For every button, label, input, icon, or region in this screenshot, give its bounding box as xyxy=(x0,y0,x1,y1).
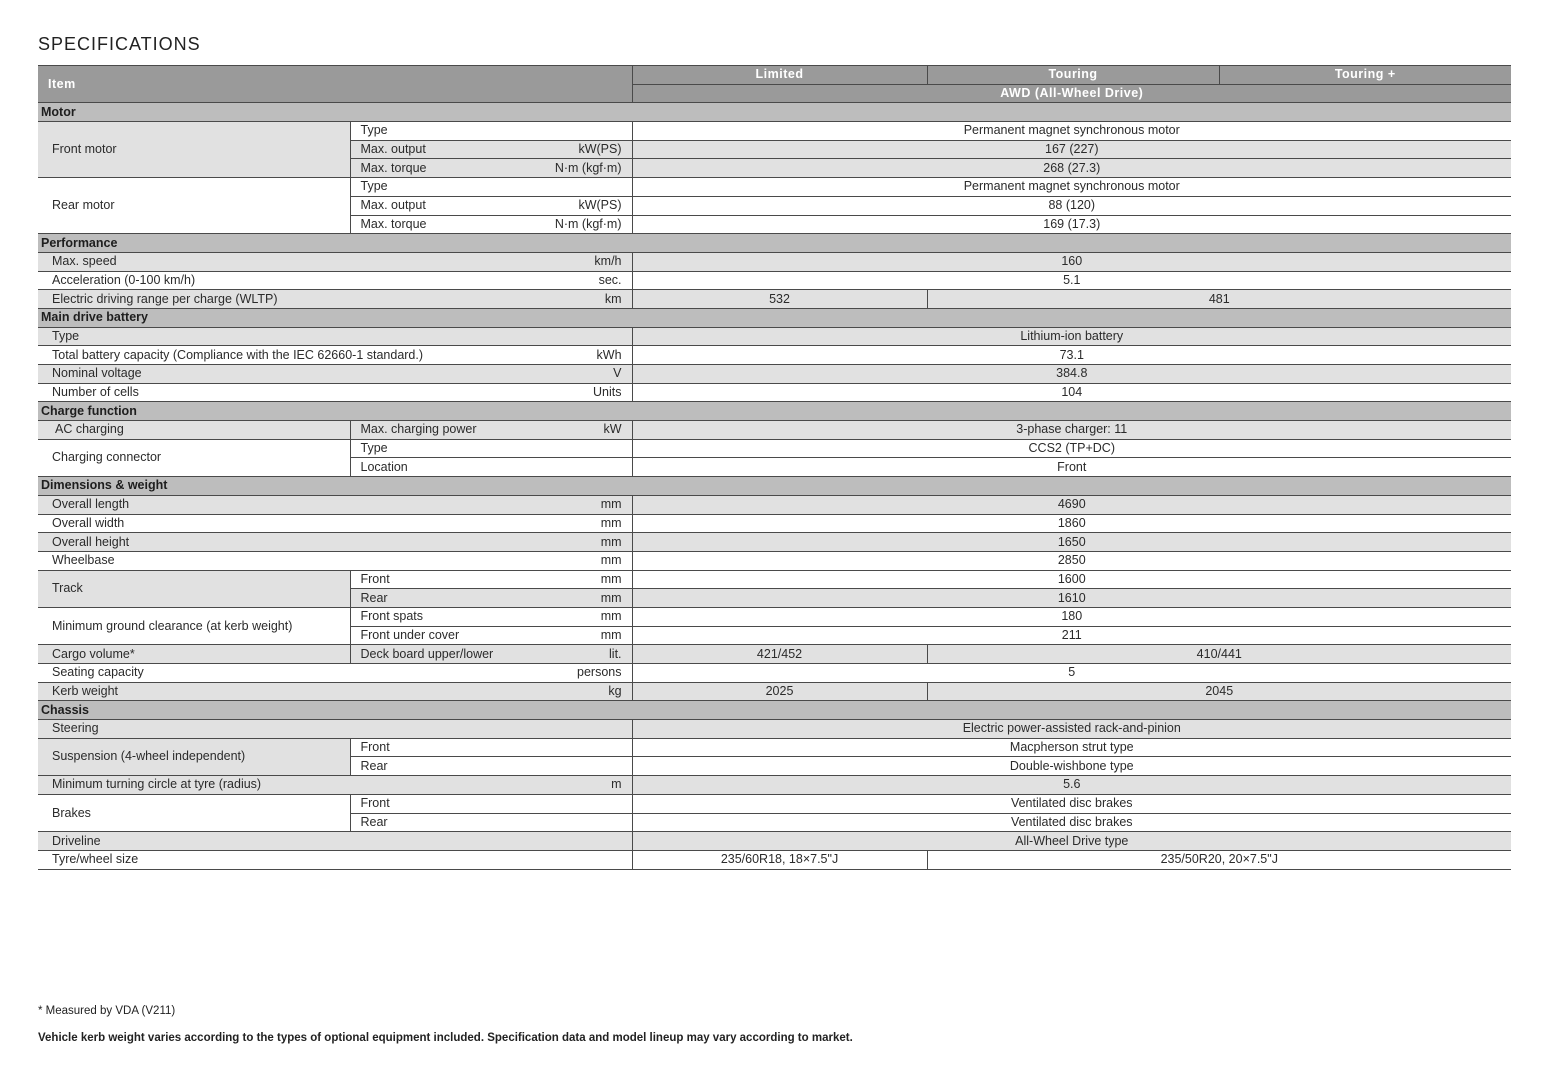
row-label: Suspension (4-wheel independent) xyxy=(38,738,350,775)
unit: mm xyxy=(600,515,622,530)
cell-value-limited: 532 xyxy=(632,290,927,309)
table-row xyxy=(38,122,1511,141)
unit: mm xyxy=(600,571,622,586)
section-row xyxy=(38,308,1511,327)
section-charge: Charge function xyxy=(38,402,1511,421)
unit: kW xyxy=(603,422,622,437)
table-row xyxy=(38,514,1511,533)
sub-label: Max. output kW(PS) xyxy=(350,140,632,159)
cell-value: 180 xyxy=(632,607,1511,626)
table-row xyxy=(38,365,1511,384)
sub-label: Type xyxy=(350,122,632,141)
row-label: Max. speed km/h xyxy=(38,252,632,271)
cell-value: 1860 xyxy=(632,514,1511,533)
row-label: Track xyxy=(38,570,350,607)
row-label: Number of cells Units xyxy=(38,383,632,402)
unit: persons xyxy=(577,665,622,680)
table-row xyxy=(38,720,1511,739)
cell-value: 1650 xyxy=(632,533,1511,552)
sub-label: Rear mm xyxy=(350,589,632,608)
cell-value: 268 (27.3) xyxy=(632,159,1511,178)
cell-value: Ventilated disc brakes xyxy=(632,813,1511,832)
row-label: Wheelbase mm xyxy=(38,551,632,570)
row-label: Electric driving range per charge (WLTP) km xyxy=(38,290,632,309)
cell-value-limited: 2025 xyxy=(632,682,927,701)
unit: mm xyxy=(600,627,622,642)
row-label: Minimum turning circle at tyre (radius) m xyxy=(38,776,632,795)
table-row xyxy=(38,794,1511,813)
cell-value: Permanent magnet synchronous motor xyxy=(632,122,1511,141)
unit: sec. xyxy=(598,272,622,287)
sub-label: Rear xyxy=(350,813,632,832)
cell-value: Double-wishbone type xyxy=(632,757,1511,776)
section-row xyxy=(38,477,1511,496)
section-row xyxy=(38,234,1511,253)
sub-label: Type xyxy=(350,178,632,197)
cell-value: 73.1 xyxy=(632,346,1511,365)
page-title: SPECIFICATIONS xyxy=(38,34,201,54)
table-row xyxy=(38,383,1511,402)
unit: mm xyxy=(600,590,622,605)
cell-value: 2850 xyxy=(632,551,1511,570)
cell-value: 5 xyxy=(632,664,1511,683)
specifications-table xyxy=(38,65,1511,870)
grade-header-touring: Touring xyxy=(927,66,1219,85)
table-row xyxy=(38,832,1511,851)
section-chassis: Chassis xyxy=(38,701,1511,720)
cell-value-limited: 235/60R18, 18×7.5"J xyxy=(632,850,927,869)
sub-label: Max. torque N·m (kgf·m) xyxy=(350,215,632,234)
cell-value: Front xyxy=(632,458,1511,477)
sub-label: Front xyxy=(350,794,632,813)
section-battery: Main drive battery xyxy=(38,308,1511,327)
cell-value: 167 (227) xyxy=(632,140,1511,159)
unit: N·m (kgf·m) xyxy=(554,160,622,175)
cell-value: 1600 xyxy=(632,570,1511,589)
row-label: Steering xyxy=(38,720,632,739)
cell-value: 1610 xyxy=(632,589,1511,608)
section-row xyxy=(38,402,1511,421)
table-row xyxy=(38,570,1511,589)
cell-value: 211 xyxy=(632,626,1511,645)
row-label: AC charging xyxy=(38,421,350,440)
unit: lit. xyxy=(609,646,622,661)
table-row xyxy=(38,252,1511,271)
cell-value: 384.8 xyxy=(632,365,1511,384)
row-label: Charging connector xyxy=(38,439,350,476)
table-header-row xyxy=(38,66,1511,85)
sub-label: Max. output kW(PS) xyxy=(350,196,632,215)
row-label: Acceleration (0-100 km/h) sec. xyxy=(38,271,632,290)
table-row xyxy=(38,551,1511,570)
cell-value: 160 xyxy=(632,252,1511,271)
cell-value-touring: 2045 xyxy=(927,682,1511,701)
unit: km/h xyxy=(594,254,622,269)
row-label: Total battery capacity (Compliance with the IEC 62660-1 standard.) kWh xyxy=(38,346,632,365)
cell-value: 104 xyxy=(632,383,1511,402)
sub-label: Deck board upper/lower lit. xyxy=(350,645,632,664)
unit: mm xyxy=(600,553,622,568)
table-row xyxy=(38,682,1511,701)
table-row xyxy=(38,271,1511,290)
table-row xyxy=(38,439,1511,458)
row-label: Front motor xyxy=(38,122,350,178)
sub-label: Max. torque N·m (kgf·m) xyxy=(350,159,632,178)
sub-label: Type xyxy=(350,439,632,458)
cell-value: 5.6 xyxy=(632,776,1511,795)
sub-label: Location xyxy=(350,458,632,477)
cell-value: Permanent magnet synchronous motor xyxy=(632,178,1511,197)
unit: mm xyxy=(600,609,622,624)
table-row xyxy=(38,290,1511,309)
table-row xyxy=(38,738,1511,757)
footnote-disclaimer: Vehicle kerb weight varies according to the types of optional equipment included. Specification data and model lineup may vary according to market. xyxy=(38,1032,853,1044)
row-label: Tyre/wheel size xyxy=(38,850,632,869)
table-row xyxy=(38,607,1511,626)
table-row xyxy=(38,664,1511,683)
cell-value-limited: 421/452 xyxy=(632,645,927,664)
section-row xyxy=(38,103,1511,122)
row-label: Overall length mm xyxy=(38,495,632,514)
cell-value: CCS2 (TP+DC) xyxy=(632,439,1511,458)
table-row xyxy=(38,850,1511,869)
unit: kW(PS) xyxy=(578,198,622,213)
table-row xyxy=(38,645,1511,664)
section-motor: Motor xyxy=(38,103,1511,122)
sub-label: Rear xyxy=(350,757,632,776)
section-row xyxy=(38,701,1511,720)
row-label: Overall height mm xyxy=(38,533,632,552)
grade-header-touring-plus: Touring + xyxy=(1219,66,1511,85)
unit: kg xyxy=(608,684,622,699)
table-row xyxy=(38,327,1511,346)
unit: m xyxy=(611,777,622,792)
grade-header-limited: Limited xyxy=(632,66,927,85)
row-label: Rear motor xyxy=(38,178,350,234)
cell-value: Macpherson strut type xyxy=(632,738,1511,757)
unit: Units xyxy=(593,385,622,400)
cell-value: 88 (120) xyxy=(632,196,1511,215)
drive-header: AWD (All-Wheel Drive) xyxy=(632,84,1511,103)
section-performance: Performance xyxy=(38,234,1511,253)
table-row xyxy=(38,178,1511,197)
cell-value: 5.1 xyxy=(632,271,1511,290)
row-label: Nominal voltage V xyxy=(38,365,632,384)
section-dimensions: Dimensions & weight xyxy=(38,477,1511,496)
cell-value-touring: 410/441 xyxy=(927,645,1511,664)
table-row xyxy=(38,421,1511,440)
cell-value: All-Wheel Drive type xyxy=(632,832,1511,851)
unit: km xyxy=(604,291,622,306)
row-label: Overall width mm xyxy=(38,514,632,533)
cell-value: Ventilated disc brakes xyxy=(632,794,1511,813)
row-label: Cargo volume* xyxy=(38,645,350,664)
unit: kW(PS) xyxy=(578,142,622,157)
cell-value: 3-phase charger: 11 xyxy=(632,421,1511,440)
row-label: Seating capacity persons xyxy=(38,664,632,683)
table-row xyxy=(38,495,1511,514)
cell-value: 4690 xyxy=(632,495,1511,514)
sub-label: Front under cover mm xyxy=(350,626,632,645)
row-label: Brakes xyxy=(38,794,350,831)
unit: kWh xyxy=(596,347,622,362)
cell-value: Lithium-ion battery xyxy=(632,327,1511,346)
unit: mm xyxy=(600,534,622,549)
table-row xyxy=(38,776,1511,795)
row-label: Minimum ground clearance (at kerb weight) xyxy=(38,607,350,644)
unit: mm xyxy=(600,497,622,512)
table-row xyxy=(38,346,1511,365)
row-label: Driveline xyxy=(38,832,632,851)
cell-value: 169 (17.3) xyxy=(632,215,1511,234)
sub-label: Front xyxy=(350,738,632,757)
sub-label: Front mm xyxy=(350,570,632,589)
cell-value-touring: 481 xyxy=(927,290,1511,309)
cell-value-touring: 235/50R20, 20×7.5"J xyxy=(927,850,1511,869)
table-row xyxy=(38,533,1511,552)
sub-label: Max. charging power kW xyxy=(350,421,632,440)
item-header: Item xyxy=(38,66,632,103)
row-label: Kerb weight kg xyxy=(38,682,632,701)
row-label: Type xyxy=(38,327,632,346)
unit: N·m (kgf·m) xyxy=(554,216,622,231)
footnote-measured: * Measured by VDA (V211) xyxy=(38,1005,176,1017)
sub-label: Front spats mm xyxy=(350,607,632,626)
unit: V xyxy=(613,366,622,381)
cell-value: Electric power-assisted rack-and-pinion xyxy=(632,720,1511,739)
